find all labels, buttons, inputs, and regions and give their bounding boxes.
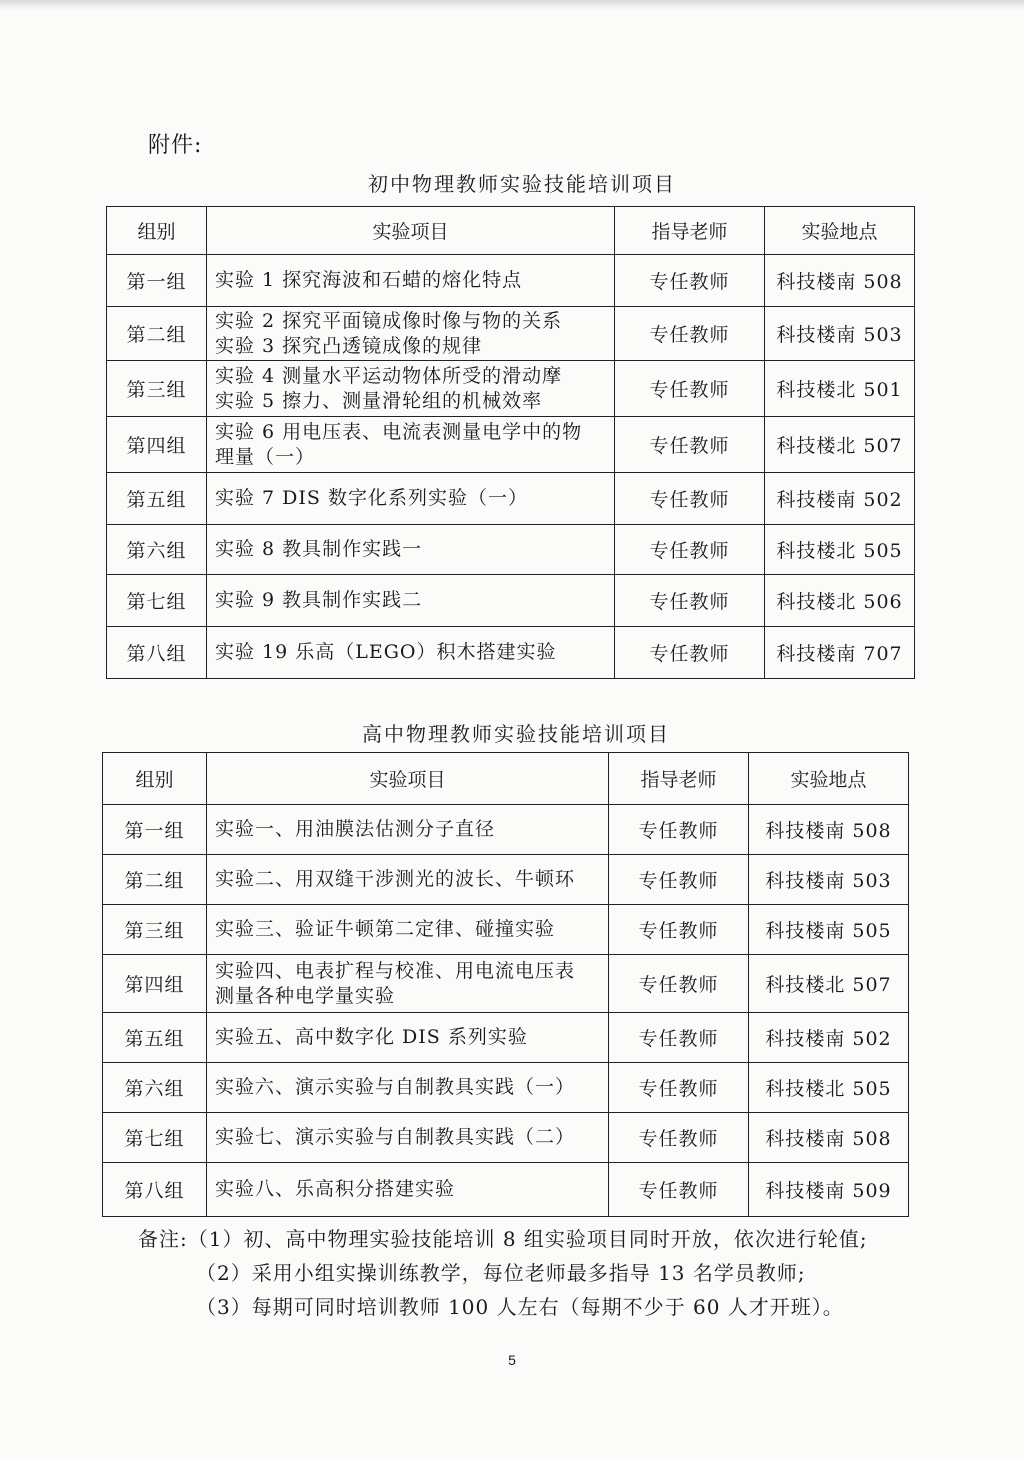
header-place: 实验地点 — [765, 207, 915, 255]
place-cell: 科技楼南 503 — [749, 855, 909, 905]
item-line: 实验 8 教具制作实践一 — [215, 538, 423, 560]
place-cell: 科技楼北 507 — [765, 417, 915, 473]
table-row — [103, 1063, 909, 1113]
item-line: 实验 7 DIS 数字化系列实验（一） — [215, 487, 528, 509]
group-cell: 第三组 — [103, 905, 207, 955]
place-cell: 科技楼南 508 — [749, 1113, 909, 1163]
header-group: 组别 — [107, 207, 207, 255]
junior-table-title: 初中物理教师实验技能培训项目 — [368, 172, 676, 196]
place-cell: 科技楼北 505 — [749, 1063, 909, 1113]
item-line: 实验 9 教具制作实践二 — [215, 589, 423, 611]
item-line: 实验 5 擦力、测量滑轮组的机械效率 — [215, 389, 543, 412]
group-cell: 第七组 — [103, 1113, 207, 1163]
table-row — [103, 855, 909, 905]
table-row — [107, 473, 915, 525]
place-cell: 科技楼南 502 — [749, 1013, 909, 1063]
teacher-cell: 专任教师 — [609, 1063, 749, 1113]
item-cell — [207, 1063, 609, 1113]
item-line: 实验三、验证牛顿第二定律、碰撞实验 — [215, 918, 556, 940]
group-cell: 第一组 — [107, 255, 207, 307]
item-line: 实验 3 探究凸透镜成像的规律 — [215, 334, 483, 357]
teacher-cell: 专任教师 — [609, 905, 749, 955]
group-cell: 第五组 — [103, 1013, 207, 1063]
place-cell: 科技楼北 501 — [765, 361, 915, 417]
item-line: 实验 2 探究平面镜成像时像与物的关系 — [215, 309, 563, 332]
group-cell: 第六组 — [103, 1063, 207, 1113]
item-line: 实验二、用双缝干涉测光的波长、牛顿环 — [215, 868, 576, 890]
header-group: 组别 — [103, 753, 207, 805]
table-row — [103, 1113, 909, 1163]
item-cell — [207, 1163, 609, 1217]
group-cell: 第一组 — [103, 805, 207, 855]
header-teacher: 指导老师 — [609, 753, 749, 805]
item-line: 实验五、高中数字化 DIS 系列实验 — [215, 1026, 528, 1048]
teacher-cell: 专任教师 — [615, 525, 765, 575]
item-line: 实验四、电表扩程与校准、用电流电压表 — [215, 959, 576, 982]
attachment-label: 附件: — [148, 133, 203, 158]
table-row — [107, 575, 915, 627]
teacher-cell: 专任教师 — [609, 955, 749, 1013]
teacher-cell: 专任教师 — [615, 575, 765, 627]
item-cell — [207, 1013, 609, 1063]
table-row — [103, 905, 909, 955]
group-cell: 第八组 — [107, 627, 207, 679]
place-cell: 科技楼南 508 — [765, 255, 915, 307]
group-cell: 第七组 — [107, 575, 207, 627]
item-cell — [207, 525, 615, 575]
group-cell: 第六组 — [107, 525, 207, 575]
item-line: 实验 1 探究海波和石蜡的熔化特点 — [215, 269, 523, 291]
note-line-2: （2）采用小组实操训练教学，每位老师最多指导 13 名学员教师; — [196, 1261, 806, 1285]
table-row — [103, 955, 909, 1013]
place-cell: 科技楼南 509 — [749, 1163, 909, 1217]
header-item: 实验项目 — [207, 207, 615, 255]
group-cell: 第三组 — [107, 361, 207, 417]
group-cell: 第二组 — [107, 307, 207, 361]
header-place: 实验地点 — [749, 753, 909, 805]
teacher-cell: 专任教师 — [615, 627, 765, 679]
item-line: 实验七、演示实验与自制教具实践（二） — [215, 1126, 576, 1148]
senior-training-table — [102, 752, 909, 1217]
item-cell — [207, 905, 609, 955]
teacher-cell: 专任教师 — [615, 307, 765, 361]
item-line: 实验六、演示实验与自制教具实践（一） — [215, 1076, 576, 1098]
item-cell — [207, 955, 609, 1013]
table-row — [103, 805, 909, 855]
teacher-cell: 专任教师 — [609, 855, 749, 905]
item-line: 实验 6 用电压表、电流表测量电学中的物 — [215, 420, 583, 443]
table-row — [107, 417, 915, 473]
item-line: 实验 19 乐高（LEGO）积木搭建实验 — [215, 641, 557, 663]
item-cell — [207, 575, 615, 627]
table-row — [107, 255, 915, 307]
table-header-row — [103, 753, 909, 805]
item-cell — [207, 1113, 609, 1163]
place-cell: 科技楼南 502 — [765, 473, 915, 525]
item-cell — [207, 855, 609, 905]
notes — [138, 1222, 868, 1324]
teacher-cell: 专任教师 — [609, 1013, 749, 1063]
place-cell: 科技楼南 707 — [765, 627, 915, 679]
item-cell — [207, 307, 615, 361]
table-row — [103, 1163, 909, 1217]
place-cell: 科技楼北 505 — [765, 525, 915, 575]
item-line: 实验八、乐高积分搭建实验 — [215, 1178, 456, 1200]
place-cell: 科技楼南 505 — [749, 905, 909, 955]
teacher-cell: 专任教师 — [615, 361, 765, 417]
place-cell: 科技楼南 503 — [765, 307, 915, 361]
place-cell: 科技楼北 506 — [765, 575, 915, 627]
teacher-cell: 专任教师 — [615, 473, 765, 525]
place-cell: 科技楼北 507 — [749, 955, 909, 1013]
item-cell — [207, 627, 615, 679]
place-cell: 科技楼南 508 — [749, 805, 909, 855]
group-cell: 第二组 — [103, 855, 207, 905]
table-row — [107, 307, 915, 361]
group-cell: 第八组 — [103, 1163, 207, 1217]
note-line-3: （3）每期可同时培训教师 100 人左右（每期不少于 60 人才开班）。 — [196, 1295, 844, 1319]
table-row — [107, 361, 915, 417]
scan-edge — [0, 0, 1024, 10]
group-cell: 第四组 — [103, 955, 207, 1013]
item-line: 实验一、用油膜法估测分子直径 — [215, 818, 496, 840]
senior-table-title: 高中物理教师实验技能培训项目 — [362, 722, 670, 746]
item-cell — [207, 805, 609, 855]
header-teacher: 指导老师 — [615, 207, 765, 255]
teacher-cell: 专任教师 — [615, 417, 765, 473]
item-cell — [207, 255, 615, 307]
teacher-cell: 专任教师 — [615, 255, 765, 307]
group-cell: 第四组 — [107, 417, 207, 473]
item-cell — [207, 473, 615, 525]
item-line: 理量（一） — [215, 445, 316, 468]
teacher-cell: 专任教师 — [609, 1113, 749, 1163]
table-row — [107, 525, 915, 575]
item-cell — [207, 417, 615, 473]
table-header-row — [107, 207, 915, 255]
group-cell: 第五组 — [107, 473, 207, 525]
table-row — [107, 627, 915, 679]
page-number: 5 — [508, 1352, 516, 1368]
item-cell — [207, 361, 615, 417]
item-line: 实验 4 测量水平运动物体所受的滑动摩 — [215, 364, 563, 387]
header-item: 实验项目 — [207, 753, 609, 805]
junior-training-table — [106, 206, 915, 679]
teacher-cell: 专任教师 — [609, 1163, 749, 1217]
item-line: 测量各种电学量实验 — [215, 984, 396, 1007]
table-row — [103, 1013, 909, 1063]
teacher-cell: 专任教师 — [609, 805, 749, 855]
note-line-1: 备注:（1）初、高中物理实验技能培训 8 组实验项目同时开放，依次进行轮值; — [138, 1227, 868, 1251]
